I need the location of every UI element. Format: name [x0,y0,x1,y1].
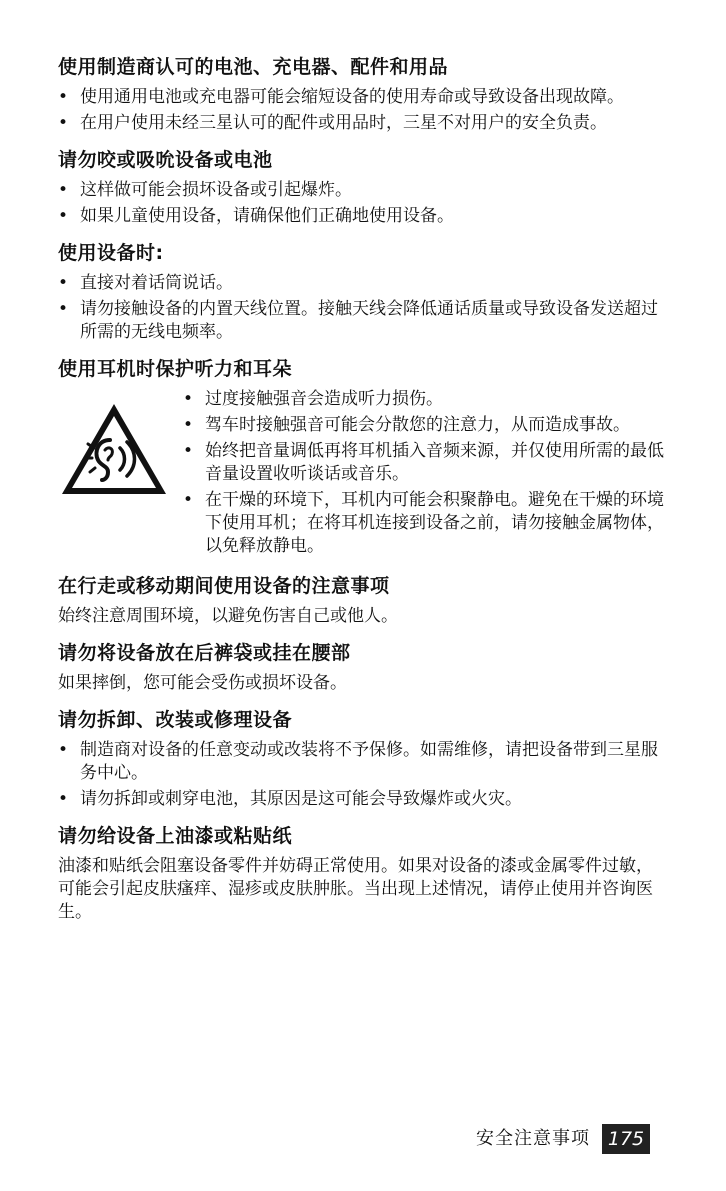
section-hearing-protection [58,356,668,561]
list-item: • 这样做可能会损坏设备或引起爆炸。 [58,179,668,202]
bullet-list [183,388,668,561]
list-item: • 在干燥的环境下，耳机内可能会积聚静电。避免在干燥的环境下使用耳机；在将耳机连接到设备之前，请勿接触金属物体，以免释放静电。 [183,489,668,558]
list-item: • 始终把音量调低再将耳机插入音频来源，并仅使用所需的最低音量设置收听谈话或音乐。 [183,440,668,486]
list-item: • 过度接触强音会造成听力损伤。 [183,388,668,411]
list-item: • 驾车时接触强音可能会分散您的注意力，从而造成事故。 [183,414,668,437]
section-no-disassembly [58,707,668,811]
warning-figure [58,388,183,502]
page-footer [476,1124,650,1154]
list-item: • 制造商对设备的任意变动或改装将不予保修。如需维修，请把设备带到三星服务中心。 [58,739,668,785]
list-item: • 请勿拆卸或刺穿电池，其原因是这可能会导致爆炸或火灾。 [58,788,668,811]
hearing-block [58,388,668,561]
section-heading: 在行走或移动期间使用设备的注意事项 [58,575,390,597]
section-text: 如果摔倒，您可能会受伤或损坏设备。 [58,673,347,693]
section-using-device [58,240,668,344]
section-no-biting [58,147,668,228]
section-walking-moving [58,573,668,628]
page-number: 175 [602,1124,650,1154]
bullet-list [58,179,668,228]
section-heading: 请勿咬或吸吮设备或电池 [58,149,273,171]
section-heading: 使用制造商认可的电池、充电器、配件和用品 [58,56,449,78]
list-item: • 使用通用电池或充电器可能会缩短设备的使用寿命或导致设备出现故障。 [58,86,668,109]
section-heading: 使用耳机时保护听力和耳朵 [58,358,293,380]
section-heading: 请勿将设备放在后裤袋或挂在腰部 [58,642,351,664]
list-item: • 请勿接触设备的内置天线位置。接触天线会降低通话质量或导致设备发送超过所需的无线电频率。 [58,298,668,344]
bullet-list [58,272,668,344]
section-text: 始终注意周围环境，以避免伤害自己或他人。 [58,606,398,626]
bullet-list [58,86,668,135]
hearing-warning-icon [58,400,170,498]
list-item: • 直接对着话筒说话。 [58,272,668,295]
section-heading: 使用设备时: [58,242,164,264]
section-approved-accessories [58,54,668,135]
section-text: 油漆和贴纸会阻塞设备零件并妨碍正常使用。如果对设备的漆或金属零件过敏，可能会引起皮肤瘙痒、湿疹或皮肤肿胀。当出现上述情况，请停止使用并咨询医生。 [58,856,653,922]
section-heading: 请勿拆卸、改装或修理设备 [58,709,293,731]
section-back-pocket [58,640,668,695]
section-heading: 请勿给设备上油漆或粘贴纸 [58,825,293,847]
section-no-paint [58,823,668,924]
list-item: • 在用户使用未经三星认可的配件或用品时，三星不对用户的安全负责。 [58,112,668,135]
footer-title: 安全注意事项 [476,1128,590,1149]
bullet-list [58,739,668,811]
page-content [58,54,668,936]
list-item: • 如果儿童使用设备，请确保他们正确地使用设备。 [58,205,668,228]
